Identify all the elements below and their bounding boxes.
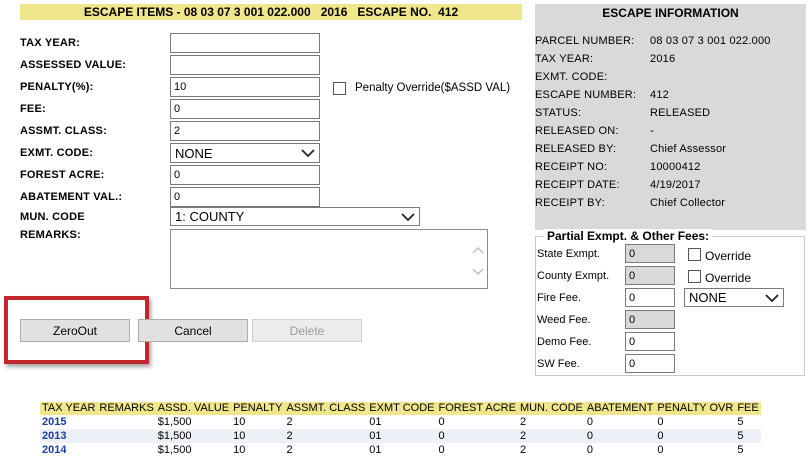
state-exmpt-input[interactable]: 0	[625, 244, 675, 263]
info-value-receipt-date: 4/19/2017	[650, 179, 701, 191]
table-cell	[97, 415, 155, 429]
col-assmt-class: ASSMT. CLASS	[286, 402, 366, 414]
table-cell: 0	[585, 415, 655, 429]
info-label-tax-year: TAX YEAR:	[535, 53, 594, 65]
table-header-row	[40, 402, 761, 415]
col-mun-code: MUN. CODE	[519, 402, 583, 414]
forest-acre-input[interactable]: 0	[170, 165, 320, 185]
table-cell: 10	[231, 443, 284, 457]
state-override-label: Override	[705, 249, 752, 263]
escape-info-title: ESCAPE INFORMATION	[602, 6, 739, 20]
header-parcel: ESCAPE ITEMS - 08 03 07 3 001 022.000	[83, 5, 311, 19]
col-penalty: PENALTY	[233, 402, 283, 414]
table-cell: 01	[367, 415, 436, 429]
mun-code-label: MUN. CODE	[20, 211, 85, 223]
table-cell: 0	[585, 429, 655, 443]
table-cell	[97, 443, 155, 457]
info-value-released-by: Chief Assessor	[650, 143, 727, 155]
tax-year-label: TAX YEAR:	[20, 37, 81, 49]
info-value-status: RELEASED	[650, 107, 711, 119]
table-cell: 0	[655, 443, 735, 457]
table-cell: 5	[735, 429, 760, 443]
table-row[interactable]	[40, 443, 761, 457]
table-cell: $1,500	[156, 415, 231, 429]
info-label-receipt-by: RECEIPT BY:	[535, 197, 605, 209]
scroll-down-icon[interactable]	[471, 264, 485, 278]
sw-fee-input[interactable]: 0	[625, 354, 675, 373]
info-value-receipt-no: 10000412	[650, 161, 701, 173]
exmt-code-label: EXMT. CODE:	[20, 147, 94, 159]
table-cell: 0	[437, 443, 518, 457]
table-cell: 5	[735, 415, 760, 429]
col-abatement: ABATEMENT	[586, 402, 654, 414]
cancel-button[interactable]: Cancel	[138, 319, 248, 342]
sw-fee-label: SW Fee.	[537, 358, 580, 370]
table-cell: 0	[585, 443, 655, 457]
table-cell: 0	[437, 429, 518, 443]
table-cell: 01	[367, 443, 436, 457]
zeroout-button[interactable]: ZeroOut	[20, 319, 130, 342]
assmt-class-input[interactable]: 2	[170, 121, 320, 141]
county-exmpt-label: County Exmpt.	[537, 270, 610, 282]
fire-fee-input[interactable]: 0	[625, 288, 675, 307]
info-label-receipt-no: RECEIPT NO:	[535, 161, 608, 173]
info-value-receipt-by: Chief Collector	[650, 197, 726, 209]
demo-fee-label: Demo Fee.	[537, 336, 592, 348]
info-value-parcel: 08 03 07 3 001 022.000	[650, 35, 771, 47]
col-assd-value: ASSD. VALUE	[157, 402, 230, 414]
info-label-parcel: PARCEL NUMBER:	[535, 35, 635, 47]
table-cell: 2	[518, 443, 585, 457]
col-remarks: REMARKS	[99, 402, 154, 414]
table-cell: 2	[518, 415, 585, 429]
table-cell: 2	[284, 415, 367, 429]
fire-fee-select[interactable]	[684, 288, 784, 307]
abatement-input[interactable]: 0	[170, 187, 320, 207]
exmt-code-value: NONE	[175, 145, 213, 161]
remarks-label: REMARKS:	[20, 229, 81, 241]
col-tax-year: TAX YEAR	[42, 402, 96, 414]
fire-fee-label: Fire Fee.	[537, 292, 582, 304]
table-cell: 10	[231, 429, 284, 443]
col-forest-acre: FOREST ACRE	[438, 402, 516, 414]
table-cell: 2	[284, 443, 367, 457]
state-override-checkbox[interactable]	[688, 248, 701, 261]
table-cell	[97, 429, 155, 443]
table-cell: $1,500	[156, 443, 231, 457]
table-cell: 5	[735, 443, 760, 457]
col-penalty-ovr: PENALTY OVR	[657, 402, 734, 414]
info-label-released-on: RELEASED ON:	[535, 125, 619, 137]
partial-exempt-legend: Partial Exmpt. & Other Fees:	[544, 229, 712, 243]
escape-items-header	[20, 4, 522, 20]
penalty-label: PENALTY(%):	[20, 81, 94, 93]
forest-acre-label: FOREST ACRE:	[20, 169, 105, 181]
info-label-status: STATUS:	[535, 107, 582, 119]
county-override-label: Override	[705, 271, 752, 285]
assessed-value-input[interactable]	[170, 55, 320, 75]
fee-input[interactable]: 0	[170, 99, 320, 119]
info-label-exmt-code: EXMT. CODE:	[535, 71, 608, 83]
table-cell: 2	[284, 429, 367, 443]
table-cell: 0	[655, 429, 735, 443]
chevron-down-icon	[301, 148, 315, 158]
row-tax-year-link[interactable]: 2014	[40, 443, 97, 457]
col-fee: FEE	[737, 402, 759, 414]
col-exmt-code: EXMT CODE	[369, 402, 435, 414]
header-year: 2016	[320, 5, 348, 19]
exmt-code-select[interactable]	[170, 143, 320, 163]
tax-year-input[interactable]	[170, 33, 320, 53]
weed-fee-input[interactable]: 0	[625, 310, 675, 329]
table-cell: 0	[655, 415, 735, 429]
state-exmpt-label: State Exmpt.	[537, 248, 600, 260]
table-cell: $1,500	[156, 429, 231, 443]
table-cell: 0	[437, 415, 518, 429]
remarks-textarea[interactable]	[170, 229, 488, 289]
table-row[interactable]	[40, 415, 761, 429]
penalty-input[interactable]: 10	[170, 77, 320, 97]
row-tax-year-link[interactable]: 2013	[40, 429, 97, 443]
mun-code-select[interactable]	[170, 207, 420, 226]
mun-code-value: 1: COUNTY	[175, 209, 245, 224]
abatement-label: ABATEMENT VAL.:	[20, 191, 123, 203]
assessed-value-label: ASSESSED VALUE:	[20, 59, 127, 71]
fee-label: FEE:	[20, 103, 46, 115]
chevron-down-icon	[401, 212, 415, 222]
info-value-escape-number: 412	[650, 89, 669, 101]
scroll-up-icon[interactable]	[471, 244, 485, 258]
penalty-override-label: Penalty Override($ASSD VAL)	[355, 82, 511, 94]
demo-fee-input[interactable]: 0	[625, 332, 675, 351]
table-cell: 01	[367, 429, 436, 443]
table-cell: 10	[231, 415, 284, 429]
county-exmpt-input[interactable]: 0	[625, 266, 675, 285]
assmt-class-label: ASSMT. CLASS:	[20, 125, 107, 137]
penalty-override-checkbox[interactable]	[333, 82, 346, 95]
info-label-receipt-date: RECEIPT DATE:	[535, 179, 620, 191]
info-value-tax-year: 2016	[650, 53, 676, 65]
row-tax-year-link[interactable]: 2015	[40, 415, 97, 429]
escape-items-table	[40, 402, 761, 457]
table-cell: 2	[518, 429, 585, 443]
chevron-down-icon	[765, 293, 779, 303]
info-label-escape-number: ESCAPE NUMBER:	[535, 89, 637, 101]
header-escape-no: ESCAPE NO. 412	[357, 5, 459, 19]
info-label-released-by: RELEASED BY:	[535, 143, 617, 155]
info-value-released-on: -	[650, 125, 654, 137]
weed-fee-label: Weed Fee.	[537, 314, 591, 326]
county-override-checkbox[interactable]	[688, 270, 701, 283]
table-row[interactable]	[40, 429, 761, 443]
delete-button[interactable]: Delete	[252, 319, 362, 342]
fire-fee-select-value: NONE	[689, 290, 727, 305]
